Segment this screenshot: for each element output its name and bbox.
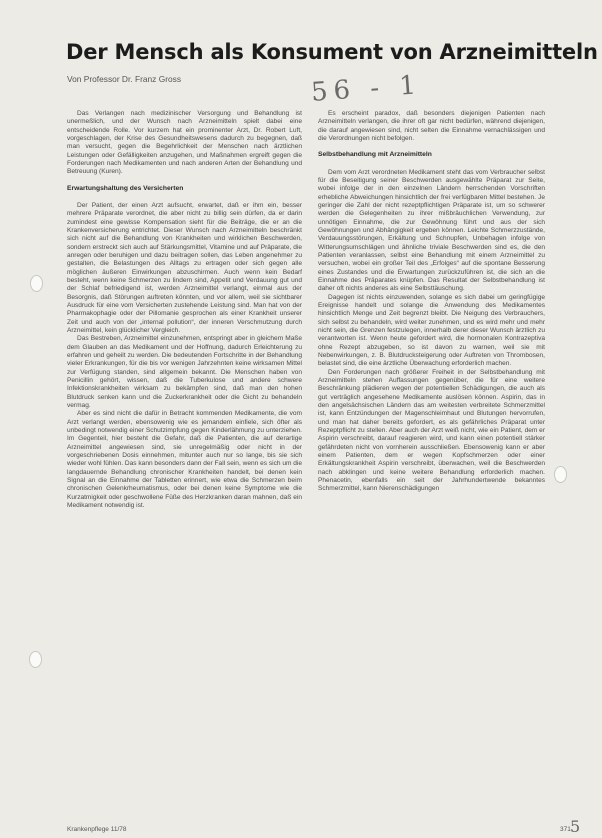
article-title: Der Mensch als Konsument von Arzneimitteln (66, 40, 598, 64)
paragraph: Aber es sind nicht die dafür in Betracht kommenden Medikamente, die vom Arzt verlangt werden, ebensowenig wie es jemandem einfiele, sich öfter als unbedingt notwendig einer Schutzimpfung gegen Kinderlähmung zu unterziehen. Im Gegenteil, hier besteht die Gefahr, daß die Patienten, die auf derartige Arzneimittel angewiesen sind, sie unregelmäßig oder nicht in der vorgeschriebenen Dosis einnehmen, mitunter auch nur so lange, bis sie sich wieder wohl fühlen. Das kann besonders dann der Fall sein, wenn es sich um die langdauernde Behandlung chronischer Krankheiten handelt, bei denen kein Signal an die Einnahme der Tabletten erinnert, wie etwa die Schmerzen beim chronischen Gelenkrheumatismus, oder bei denen keine Symptome wie die Kurzatmigkeit oder geschwollene Füße des Herzkranken daran mahnen, daß ein Medikament notwendig ist. (67, 410, 302, 509)
page-number: 371 (560, 826, 571, 833)
paragraph: Den Forderungen nach größerer Freiheit in der Selbstbehandlung mit Arzneimitteln stehen Auffassungen gegenüber, die für eine weitere Beschränkung plädieren wegen der potentiellen Schädigungen, die auch als gut verträglich angesehene Medikamente auslösen können. Aspirin, das in den angelsächsischen Ländern das am weitesten verbreitete Schmerzmittel ist, kann Entzündungen der Magenschleimhaut und Blutungen hervorrufen, und man hat daher bereits gefordert, es als gefährliches Präparat unter Rezeptpflicht zu stellen. Aber auch der Arzt weiß nicht, wie ein Patient, dem er Aspirin verschreibt, darauf reagieren wird, und kann einen potentiell stärker gefährdeten nicht von vornherein ausschließen. Ebensowenig kann er aber einem Patienten, dem er wegen Kopfschmerzen oder einer Erkältungskrankheit Aspirin verschreibt, überwachen, weil die Beschwerden nach abklingen und keine weitere Behandlung erforderlich machen. Phenacetin, ebenfalls ein seit der Jahrhundertwende bekanntes Schmerzmittel, kann Nierenschädigungen (318, 368, 545, 493)
paragraph: Dagegen ist nichts einzuwenden, solange es sich dabei um geringfügige Ereignisse handelt und solange die Anwendung des Medikamentes hinsichtlich Menge und Zeit begrenzt bleibt. Die Neigung des Verbrauchers, sich selbst zu behandeln, wird weiter zunehmen, und es wird mehr und mehr nicht sein, die Grenzen festzulegen, innerhalb derer dieser Wunsch ärztlich zu verantworten ist. Wenn heute gefordert wird, die hormonalen Kontrazeptiva ohne Rezept abzugeben, so ist davon zu warnen, weil sie mit Nebenwirkungen, z. B. Blutdrucksteigerung oder Auftreten von Thrombosen, belastet sind, die eine ärztliche Überwachung erforderlich machen. (318, 293, 545, 368)
paragraph: Das Verlangen nach medizinischer Versorgung und Behandlung ist unermeßlich, und der Wunsch nach Arzneimitteln spielt dabei eine entscheidende Rolle. Vor kurzem hat ein prominenter Arzt, Dr. Robert Luft, vorgeschlagen, der Krise des Gesundheitswesens dadurch zu begegnen, daß man versucht, gegen die Begehrlichkeit der Menschen nach ärztlichen Leistungen oder Gefälligkeiten anzugehen, und Maßnahmen ergreift gegen die Forderungen nach Medikamenten und nach anderen Arten der Behandlung und Betreuung (Kuren). (67, 110, 302, 176)
paragraph: Dem vom Arzt verordneten Medikament steht das vom Verbraucher selbst für die Beseitigung seiner Beschwerden ausgewählte Präparat zur Seite, wobei infolge der in den einzelnen Ländern herrschenden Vorschriften erhebliche Abweichungen hinsichtlich der frei verfügbaren Mittel bestehen. Je geringer die Zahl der nicht rezeptpflichtigen Präparate ist, um so schwerer werden die Gelegenheiten zu ihrer mißbräuchlichen Verwendung, zur unnötigen Einnahme, die zur Gewöhnung führt und aus der sich Gewöhnungen und Abhängigkeit ergeben können. Leichte Schmerzzustände, Verdauungsstörungen, Erkältung und Schnupfen, Unbehagen infolge von Witterungsumschlägen und ähnliche triviale Beschwerden sind es, die den Patienten veranlassen, selbst eine Behandlung mit einem Arzneimittel zu versuchen, wobei ein großer Teil des „Erfolges“ auf die spontane Besserung eines Zustandes und die Erwartungen zurückzuführen ist, die sich an die Einnahme des Präparates knüpfen. Das Resultat der Selbstbehandlung ist daher oft nichts anderes als eine Selbsttäuschung. (318, 168, 545, 293)
right-column (318, 110, 545, 494)
section-heading: Erwartungshaltung des Versicherten (67, 184, 184, 192)
paragraph: Das Bestreben, Arzneimittel einzunehmen, entspringt aber in gleichem Maße dem Glauben an das Medikament und der Hoffnung, dadurch Erleichterung zu erfahren und geheilt zu werden. Die bedeutenden Fortschritte in der Behandlung vieler Erkrankungen, für die bis vor wenigen Jahrzehnten keine wirksamen Mittel zur Verfügung standen, sind allgemein bekannt. Die Menschen haben von Penicillin gehört, wissen, daß die Tuberkulose und andere schwere Infektionskrankheiten wirksam zu bekämpfen sind, daß man den hohen Blutdruck senken kann und die Zuckerkrankheit oder die Gicht zu behandeln vermag. (67, 335, 302, 409)
punch-hole (29, 651, 42, 668)
punch-hole (554, 466, 567, 483)
handwritten-page-mark: 5 (570, 817, 581, 836)
paragraph: Es erscheint paradox, daß besonders diejenigen Patienten nach Arzneimitteln verlangen, die ihrer oft gar nicht bedürfen, während diejenigen, die darauf angewiesen sind, nicht selten die Einnahme vernachlässigen und die Verordnungen nicht befolgen. (318, 110, 545, 142)
left-column (67, 110, 302, 510)
handwritten-note: 56 - 1 (310, 70, 423, 108)
paragraph: Der Patient, der einen Arzt aufsucht, erwartet, daß er ihm ein, besser mehrere Präparate verordnet, die aber nicht zu billig sein dürfen, da er darin zumindest eine gewisse Kompensation sieht für die Beiträge, die er an die Krankenversicherung entrichtet. Dieser Wunsch nach Arzneimitteln beschränkt sich nicht auf die Behandlung von Krankheiten und wirklichen Beschwerden, sondern erstreckt sich auch auf Stärkungsmittel, Vitamine und auf Präparate, die anregen oder beruhigen und dazu beitragen sollen, das Leben angenehmer zu gestalten, die Belastungen des Alltags zu ertragen oder sich gegen alle möglichen äußeren Einwirkungen abzuschirmen. Auch wenn kein Bedarf besteht, wenn keine Schmerzen zu lindern sind, Appetit und Verdauung gut und der Schlaf befriedigend ist, werden Arzneimittel verlangt, einmal aus der Besorgnis, daß Störungen auftreten könnten, und vor allem, weil sie sichtbarer Ausdruck für eine vom Versicherten zustehende Leistung sind. Man hat von der Pharmakophagie oder der Pillomanie gesprochen als einer Krankheit unserer Zeit und auch von der „internal pollution“, der inneren Verschmutzung durch Arzneimittel, kein glücklicher Vergleich. (67, 202, 302, 335)
section-heading: Selbstbehandlung mit Arzneimitteln (318, 151, 432, 159)
article-author: Von Professor Dr. Franz Gross (67, 74, 182, 84)
punch-hole (30, 275, 43, 292)
journal-reference: Krankenpflege 11/78 (67, 826, 127, 833)
